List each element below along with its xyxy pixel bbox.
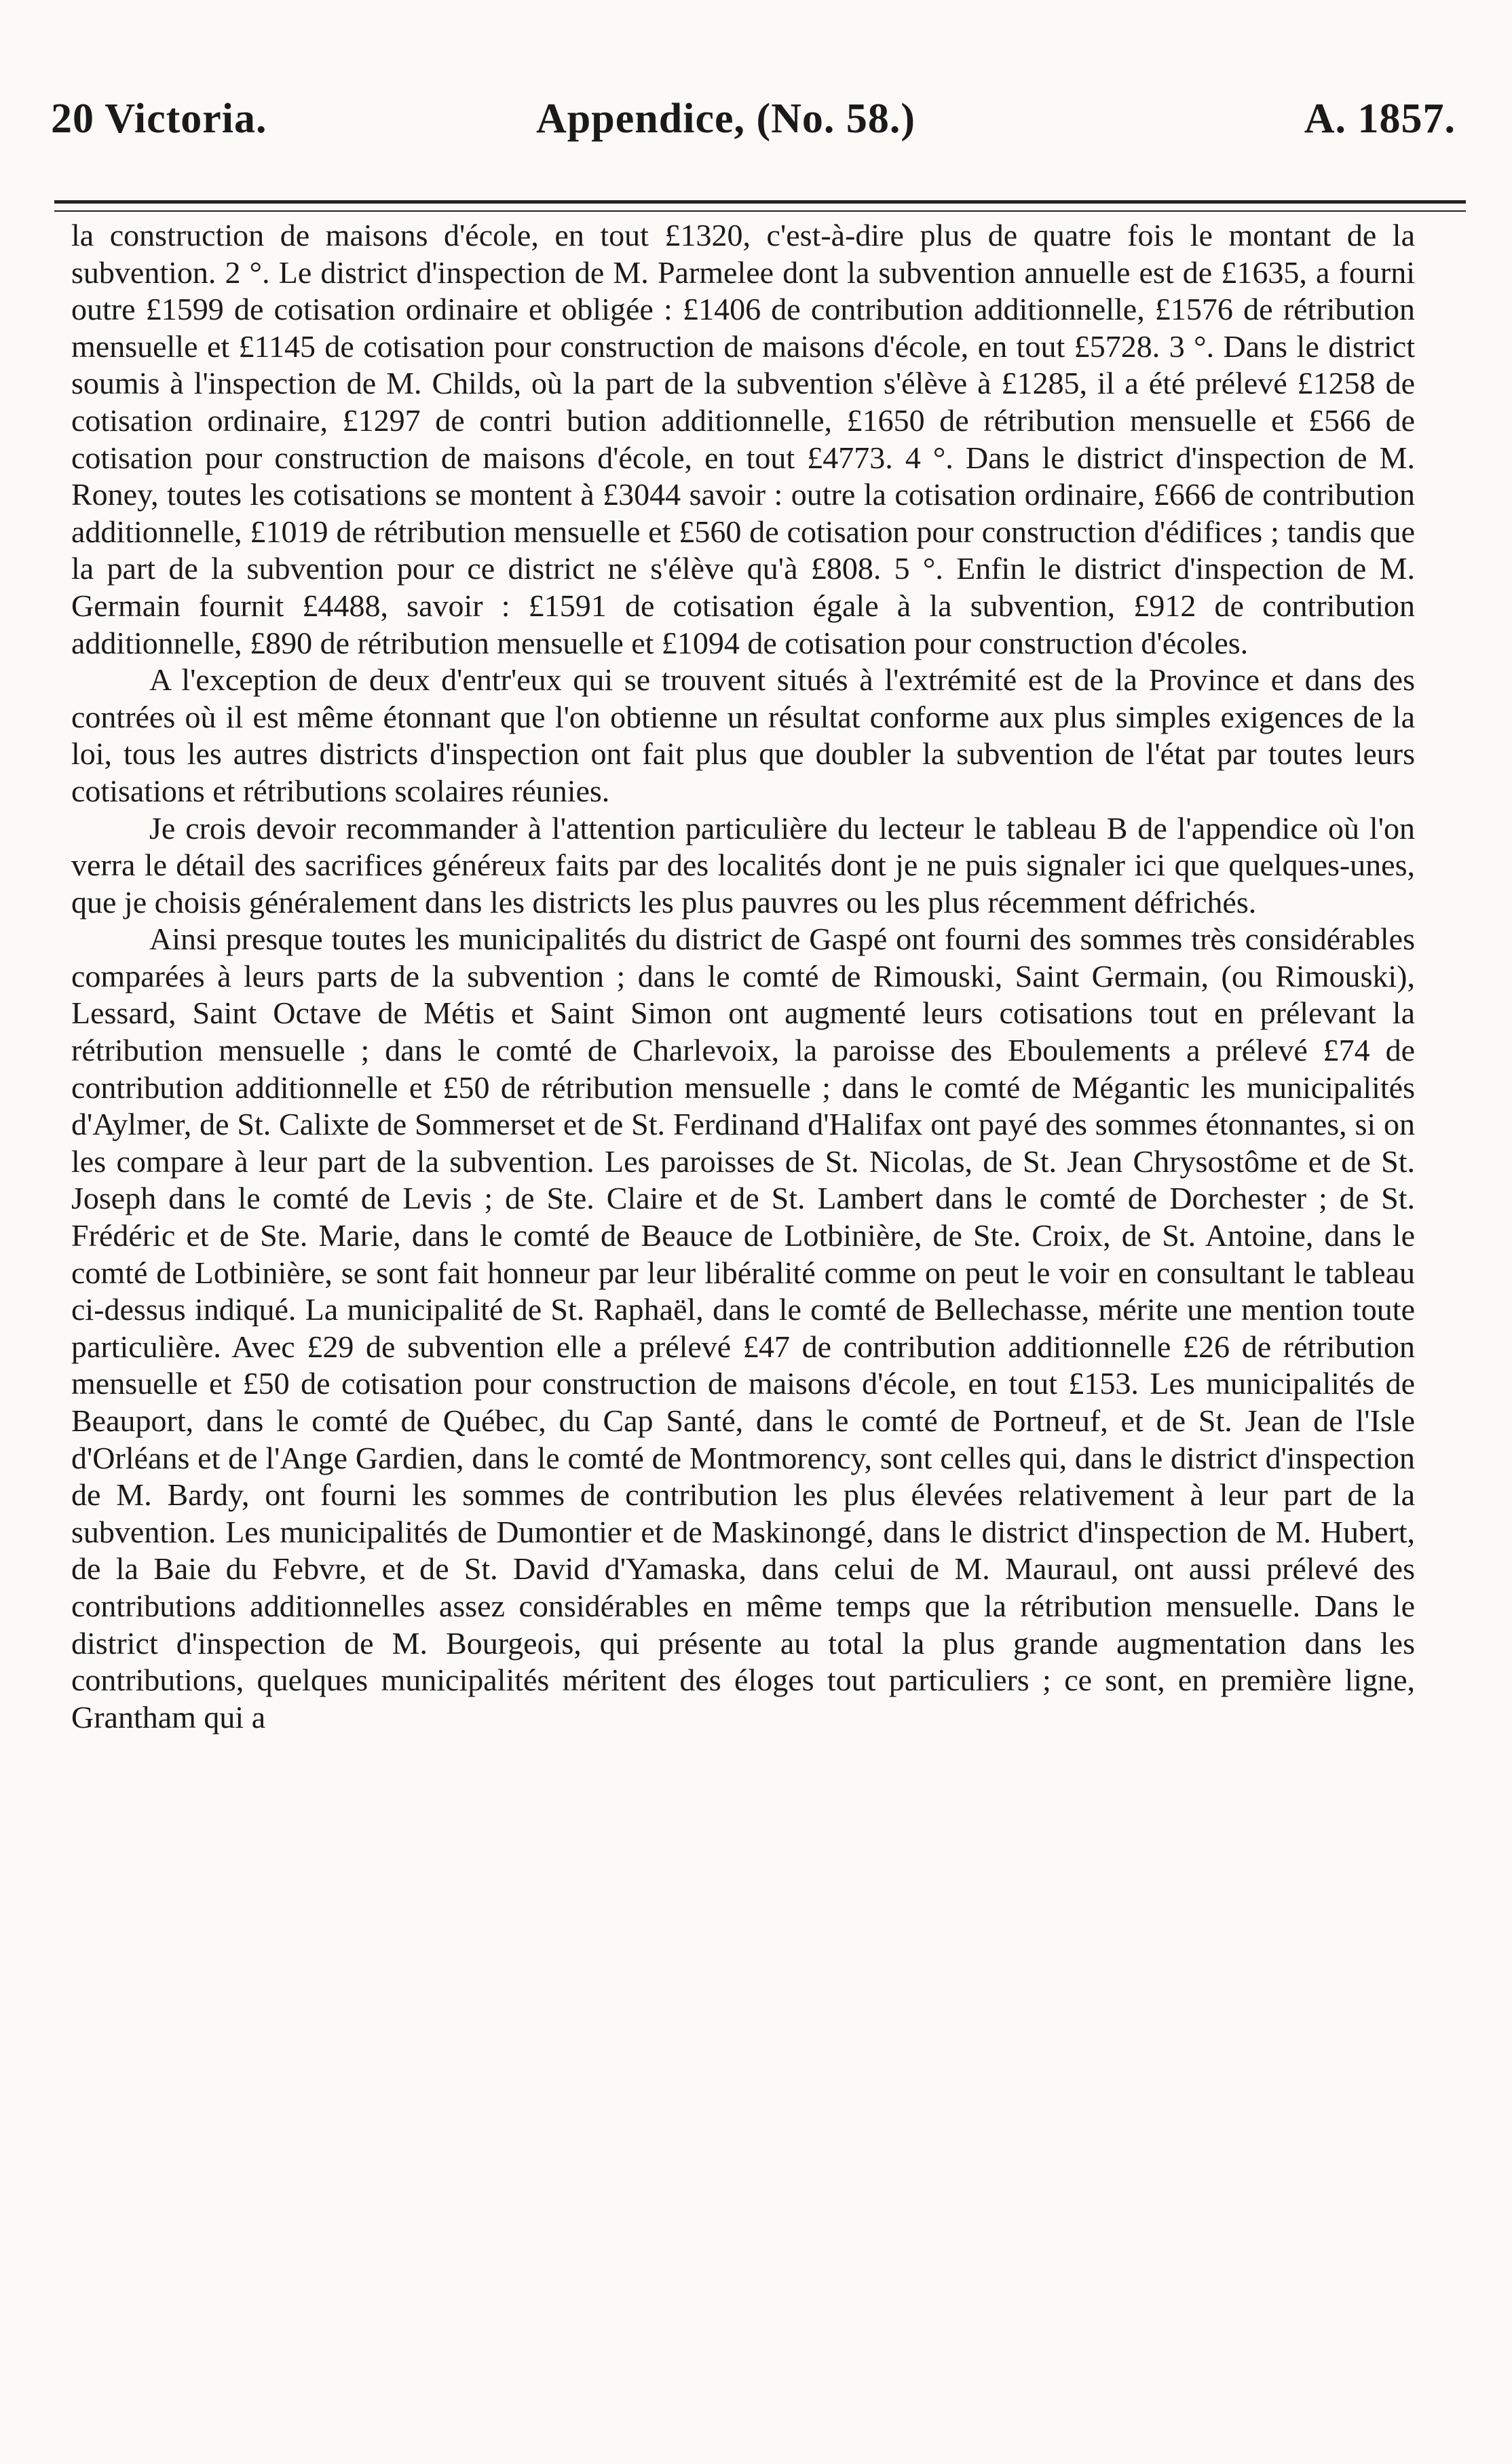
paragraph: Ainsi presque toutes les municipalités du district de Gaspé ont fourni des sommes très considérables comparées à leurs parts de la subvention ; dans le comté de Rimouski, Saint Germain, (ou Rimouski), Lessard, Saint Octave de Métis et Saint Simon ont augmenté leurs cotisations tout en prélevant la rétribution mensuelle ; dans le comté de Charlevoix, la paroisse des Eboulements a prélevé £74 de contribution additionnelle et £50 de rétribution mensuelle ; dans le comté de Mégantic les municipalités d'Aylmer, de St. Calixte de Sommerset et de St. Ferdinand d'Halifax ont payé des sommes étonnantes, si on les compare à leur part de la subvention. Les paroisses de St. Nicolas, de St. Jean Chrysostôme et de St. Joseph dans le comté de Levis ; de Ste. Claire et de St. Lambert dans le comté de Dorchester ; de St. Frédéric et de Ste. Marie, dans le comté de Beauce de Lotbinière, de Ste. Croix, de St. Antoine, dans le comté de Lotbinière, se sont fait honneur par leur libéralité comme on peut le voir en consultant le tableau ci-dessus indiqué. La municipalité de St. Raphaël, dans le comté de Bellechasse, mérite une mention toute particulière. Avec £29 de subvention elle a prélevé £47 de contribution additionnelle £26 de rétribution mensuelle et £50 de cotisation pour construction de maisons d'école, en tout £153. Les municipalités de Beauport, dans le comté de Québec, du Cap Santé, dans le comté de Portneuf, et de St. Jean de l'Isle d'Orléans et de l'Ange Gardien, dans le comté de Montmorency, sont celles qui, dans le district d'inspection de M. Bardy, ont fourni les sommes de contribution les plus élevées relativement à leur part de la subvention. Les municipalités de Dumontier et de Maskinongé, dans le district d'inspection de M. Hubert, de la Baie du Febvre, et de St. David d'Yamaska, dans celui de M. Mauraul, ont aussi prélevé des contributions additionnelles assez considérables en même temps que la rétribution mensuelle. Dans le district d'inspection de M. Bourgeois, qui présente au total la plus grande augmentation dans les contributions, quelques municipalités méritent des éloges tout particuliers ; ce sont, en première ligne, Grantham qui a (71, 922, 1415, 1735)
body-text (71, 217, 1415, 1736)
header-appendix: Appendice, (No. 58.) (536, 96, 916, 142)
paragraph: la construction de maisons d'école, en tout £1320, c'est-à-dire plus de quatre fois le montant de la subvention. 2 °. Le district d'inspection de M. Parmelee dont la subvention annuelle est de £1635, a fourni outre £1599 de cotisation ordinaire et obligée : £1406 de contribution additionnelle, £1576 de rétribution mensuelle et £1145 de cotisation pour construction de maisons d'école, en tout £5728. 3 °. Dans le district soumis à l'inspection de M. Childs, où la part de la subvention s'élève à £1285, il a été prélevé £1258 de cotisation ordinaire, £1297 de contri bution additionnelle, £1650 de rétribution mensuelle et £566 de cotisation pour construction de maisons d'école, en tout £4773. 4 °. Dans le district d'inspection de M. Roney, toutes les cotisations se montent à £3044 savoir : outre la cotisation ordinaire, £666 de contribution additionnelle, £1019 de rétribution mensuelle et £560 de cotisation pour construction d'édifices ; tandis que la part de la subvention pour ce district ne s'élève qu'à £808. 5 °. Enfin le district d'inspection de M. Germain fournit £4488, savoir : £1591 de cotisation égale à la subvention, £912 de contribution additionnelle, £890 de rétribution mensuelle et £1094 de cotisation pour construction d'écoles. (71, 218, 1415, 660)
paragraph: A l'exception de deux d'entr'eux qui se trouvent situés à l'extrémité est de la Province et dans des contrées où il est même étonnant que l'on obtienne un résultat conforme aux plus simples exigences de la loi, tous les autres districts d'inspection ont fait plus que doubler la subvention de l'état par toutes leurs cotisations et rétributions scolaires réunies. (71, 662, 1415, 808)
header-volume: 20 Victoria. (51, 96, 267, 142)
header-year: A. 1857. (1304, 96, 1456, 142)
paragraph: Je crois devoir recommander à l'attention particulière du lecteur le tableau B de l'appendice où l'on verra le détail des sacrifices généreux faits par des localités dont je ne puis signaler ici que quelques-unes, que je choisis généralement dans les districts les plus pauvres ou les plus récemment défrichés. (71, 810, 1415, 920)
header-rule-thick (54, 200, 1466, 204)
page-header (51, 95, 1462, 156)
header-rule-thin (54, 210, 1466, 212)
